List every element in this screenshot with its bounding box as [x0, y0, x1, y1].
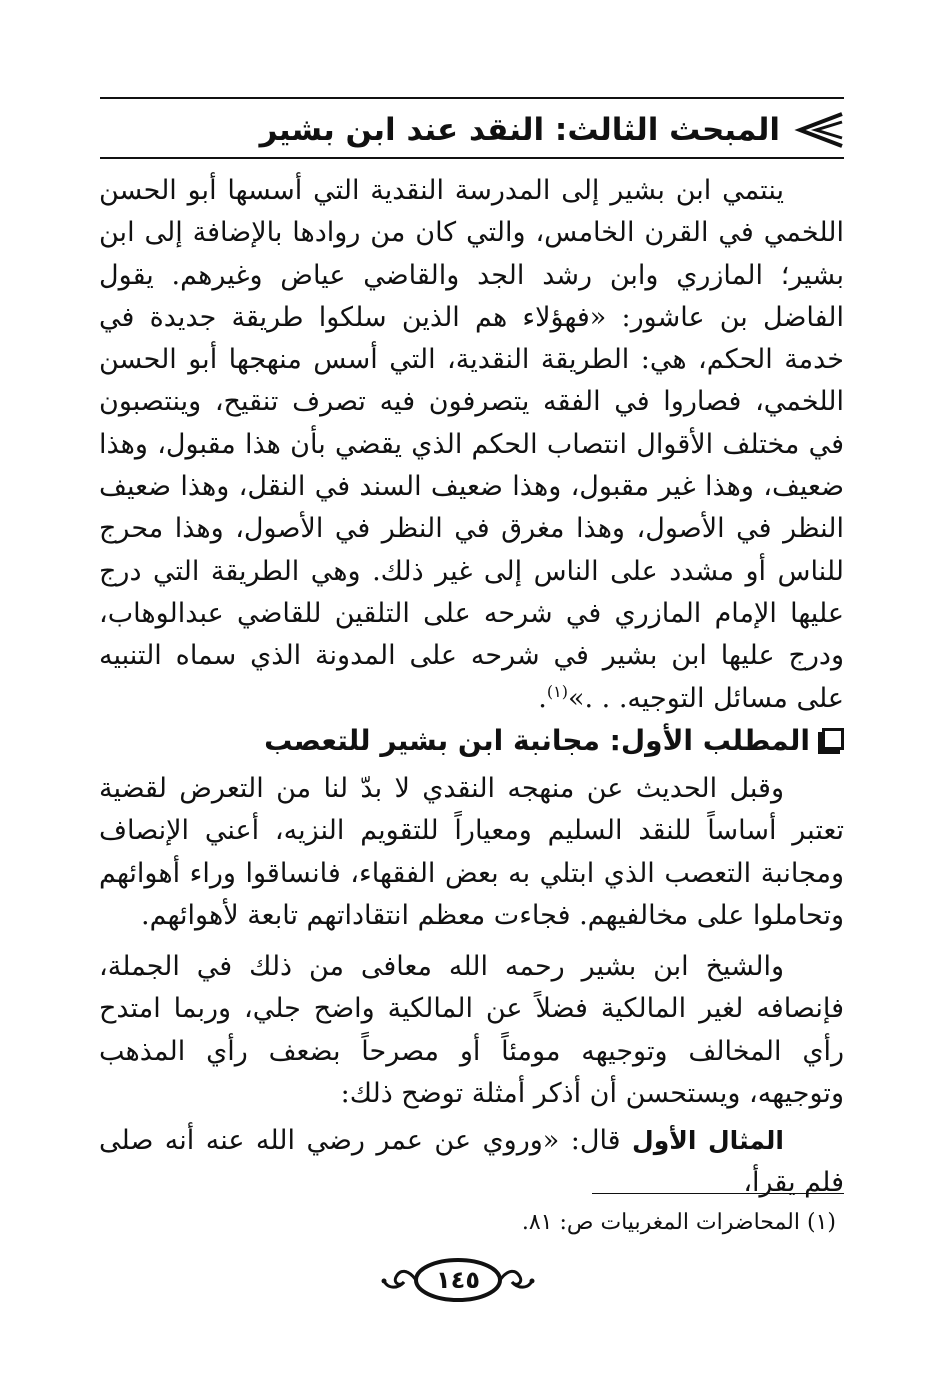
example-block	[99, 1120, 844, 1205]
checkbox-square-icon	[822, 728, 844, 750]
intro-text: ينتمي ابن بشير إلى المدرسة النقدية التي أسسها أبو الحسن اللخمي في القرن الخامس، والتي كان من روادها بالإضافة إلى ابن بشير؛ المازري وابن رشد الجد والقاضي عياض وغيرهم. يقول الفاضل بن عاشور: «فهؤلاء هم الذين سلكوا طريقة جديدة في خدمة الحكم، هي: الطريقة النقدية، التي أسس منهجها أبو الحسن اللخمي، فصاروا في الفقه يتصرفون فيه تصرف تنقيح، وينتصبون في مختلف الأقوال انتصاب الحكم الذي يقضي بأن هذا مقبول، وهذا ضعيف، وهذا غير مقبول، وهذا ضعيف السند في النقل، وهذا ضعيف النظر في الأصول، وهذا مغرق في النظر في الأصول، وهذا محرج للناس أو مشدد على الناس إلى غير ذلك. وهي الطريقة التي درج عليها الإمام المازري في شرحه على التلقين للقاضي عبدالوهاب، ودرج عليها ابن بشير في شرحه على المدونة الذي سماه التنبيه على مسائل التوجيه. . .»	[99, 175, 844, 714]
paragraph-3: والشيخ ابن بشير رحمه الله معافى من ذلك في الجملة، فإنصافه لغير المالكية فضلاً عن المالكية واضح جلي، وربما امتدح رأي المخالف وتوجيهه مومئاً أو مصرحاً بضعف رأي المذهب وتوجيهه، ويستحسن أن أذكر أمثلة توضح ذلك:	[99, 951, 844, 1109]
example-paragraph	[99, 1120, 844, 1205]
header-bottom-rule	[100, 157, 844, 159]
chapter-title: المبحث الثالث: النقد عند ابن بشير	[259, 112, 780, 148]
paragraph-2: وقبل الحديث عن منهجه النقدي لا بدّ لنا من التعرض لقضية تعتبر أساساً للنقد السليم ومعياراً للتقويم النزيه، أعني الإنصاف ومجانبة التعصب الذي ابتلي به بعض الفقهاء، فانساقوا وراء أهوائهم وتحاملوا على مخالفيهم. فجاءت معظم انتقاداتهم تابعة لأهوائهم.	[99, 773, 844, 931]
example-label: المثال الأول	[632, 1126, 784, 1155]
page-number-ornament	[378, 1255, 538, 1307]
footnote-ref: (١)	[546, 681, 568, 701]
header-top-rule	[100, 97, 844, 99]
intro-block	[99, 170, 844, 720]
page-number: ١٤٥	[436, 1266, 480, 1294]
example-text: قال: «وروي عن عمر رضي الله عنه أنه صلى فلم يقرأ،	[99, 1125, 844, 1199]
section-title: المطلب الأول: مجانبة ابن بشير للتعصب	[264, 724, 810, 757]
footnote: (١) المحاضرات المغربيات ص: ٨١.	[521, 1210, 836, 1235]
chapter-header	[100, 104, 844, 156]
intro-end: .	[538, 682, 547, 714]
double-chevron-icon	[792, 110, 844, 150]
section-heading	[264, 720, 844, 762]
paragraph-3-block	[99, 946, 844, 1115]
paragraph-2-block	[99, 768, 844, 937]
intro-paragraph	[99, 170, 844, 720]
footnote-rule	[592, 1193, 844, 1194]
